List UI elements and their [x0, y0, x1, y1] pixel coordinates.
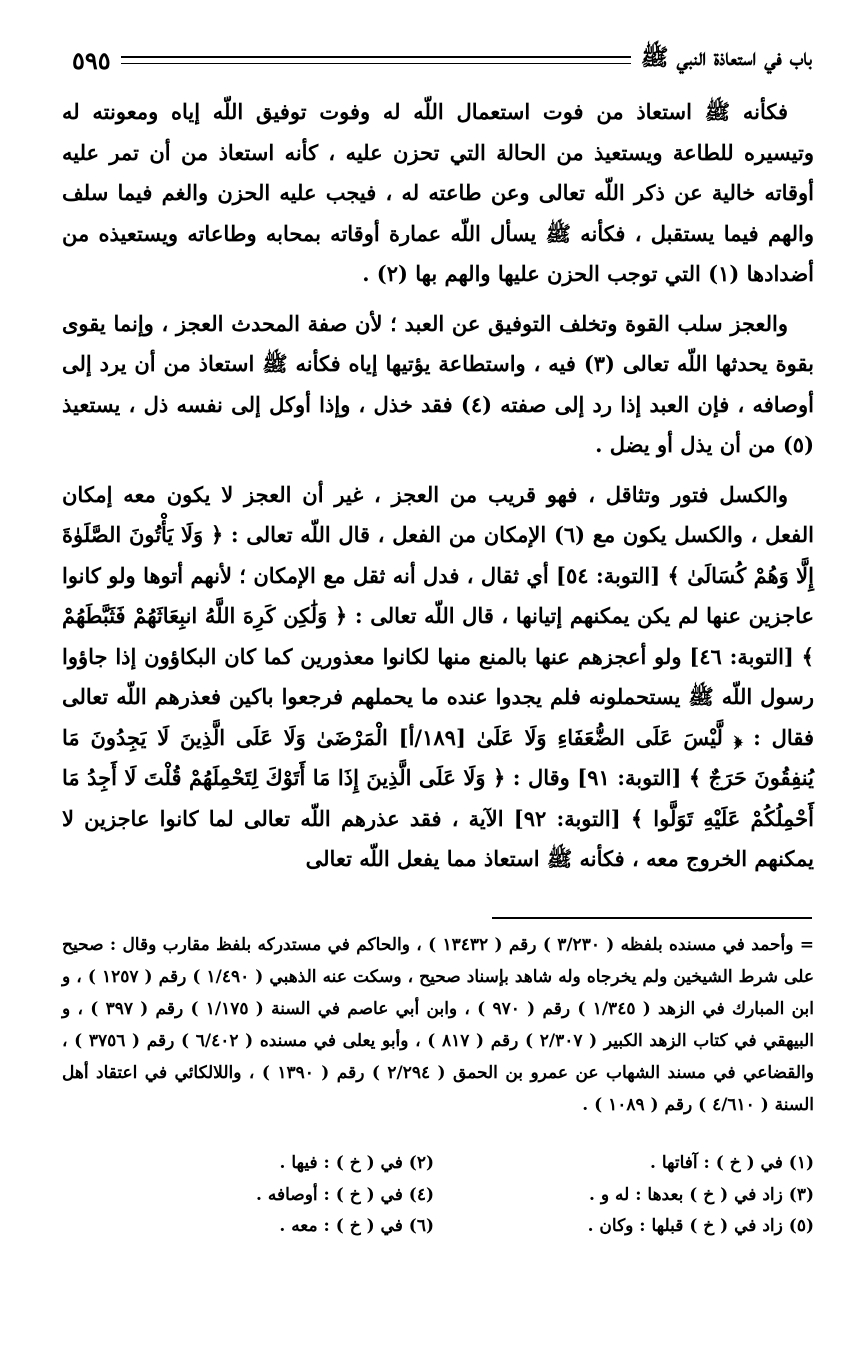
page-number: ٥٩٥: [72, 45, 111, 75]
footnotes: [180, 1148, 814, 1243]
footnote-continuation: = وأحمد في مسنده بلفظه ( ٣/٢٣٠ ) رقم ( ١٣٤٣٢ ) ، والحاكم في مستدركه بلفظ مقارب وقال : صحيح على شرط الشيخين ولم يخرجاه وله شاهد بإسناد صحيح ، وسكت عنه الذهبي ( ١/٤٩٠ ) رقم ( ١٢٥٧ ) ، و ابن المبارك في الزهد ( ١/٣٤٥ ) رقم ( ٩٧٠ ) ، وابن أبي عاصم في السنة ( ١/١٧٥ ) رقم ( ٣٩٧ ) ، و البيهقي في كتاب الزهد الكبير ( ٢/٣٠٧ ) رقم ( ٨١٧ ) ، وأبو يعلى في مسنده ( ٦/٤٠٢ ) رقم ( ٣٧٥٦ ) ، والقضاعي في مسند الشهاب عن عمرو بن الحمق ( ٢/٢٩٤ ) رقم ( ١٣٩٠ ) ، واللالكائي في اعتقاد أهل السنة ( ٤/٦١٠ ) رقم ( ١٠٨٩ ) .: [62, 935, 814, 1115]
footnote-1: (١) في ( خ ) : آفاتها .: [650, 1153, 814, 1173]
footnote-4: (٤) في ( خ ) : أوصافه .: [256, 1184, 434, 1205]
paragraph-3: والكسل فتور وتثاقل ، فهو قريب من العجز ، غير أن العجز لا يكون معه إمكان الفعل ، والكسل يكون مع (٦) الإمكان من الفعل ، قال اللّه تعالى : ﴿ وَلَا يَأْتُونَ الصَّلَوٰةَ إِلَّا وَهُمْ كُسَالَىٰ ﴾ [التوبة: ٥٤] أي ثقال ، فدل أنه ثقل مع الإمكان ؛ لأنهم أتوها ولو كانوا عاجزين عنها لم يكن يمكنهم إتيانها ، قال اللّه تعالى : ﴿ وَلَٰكِن كَرِهَ اللَّهُ انبِعَاثَهُمْ فَثَبَّطَهُمْ ﴾ [التوبة: ٤٦] ولو أعجزهم عنها بالمنع منها لكانوا معذورين كما كان البكاؤون إذا جاؤوا رسول اللّه ﷺ يستحملونه فلم يجدوا عنده ما يحملهم فرجعوا باكين فعذرهم اللّه تعالى فقال : ﴿ لَّيْسَ عَلَى الضُّعَفَاءِ وَلَا عَلَىٰ [١٨٩/أ] الْمَرْضَىٰ وَلَا عَلَى الَّذِينَ لَا يَجِدُونَ مَا يُنفِقُونَ حَرَجٌ ﴾ [التوبة: ٩١] وقال : ﴿ وَلَا عَلَى الَّذِينَ إِذَا مَا أَتَوْكَ لِتَحْمِلَهُمْ قُلْتَ لَا أَجِدُ مَا أَحْمِلُكُمْ عَلَيْهِ تَوَلَّوا ﴾ [التوبة: ٩٢] الآية ، فقد عذرهم اللّه تعالى لما كانوا عاجزين لا يمكنهم الخروج معه ، فكأنه ﷺ استعاذ مما يفعل اللّه تعالى: [62, 481, 815, 871]
footnote-separator: [492, 917, 812, 919]
chapter-title: باب في استعاذة النبي ﷺ: [640, 44, 812, 71]
paragraph-2: والعجز سلب القوة وتخلف التوفيق عن العبد ؛ لأن صفة المحدث العجز ، وإنما يقوى بقوة يحدثها اللّه تعالى (٣) فيه ، واستطاعة يؤتيها إياه فكأنه ﷺ استعاذ من أن يرد إلى أوصافه ، فإن العبد إذا رد إلى صفته (٤) فقد خذل ، وإذا أوكل إلى نفسه ذل ، يستعيذ (٥) من أن يذل أو يضل .: [62, 310, 814, 457]
paragraph-1: فكأنه ﷺ استعاذ من فوت استعمال اللّه له وفوت توفيق اللّه إياه ومعونته له وتيسيره للطاعة ويستعيذ من الحالة التي تحزن عليه ، كأنه استعاذ من أن تمر عليه أوقاته خالية عن ذكر اللّه تعالى وعن طاعته له ، فيجب عليه الحزن والغم فيما سلف والهم فيما يستقبل ، فكأنه ﷺ يسأل اللّه عمارة أوقاته بمحابه وطاعاته ويستعيذه من أضدادها (١) التي توجب الحزن عليها والهم بها (٢) .: [62, 99, 814, 286]
header-rule: [121, 56, 631, 64]
footnote-6: (٦) في ( خ ) : معه .: [279, 1216, 434, 1236]
page-header: [72, 38, 812, 82]
main-text: [62, 92, 814, 880]
footnote-3: (٣) زاد في ( خ ) بعدها : له و .: [589, 1184, 814, 1205]
footnote-5: (٥) زاد في ( خ ) قبلها : وكان .: [587, 1216, 814, 1236]
footnote-2: (٢) في ( خ ) : فيها .: [279, 1153, 434, 1173]
